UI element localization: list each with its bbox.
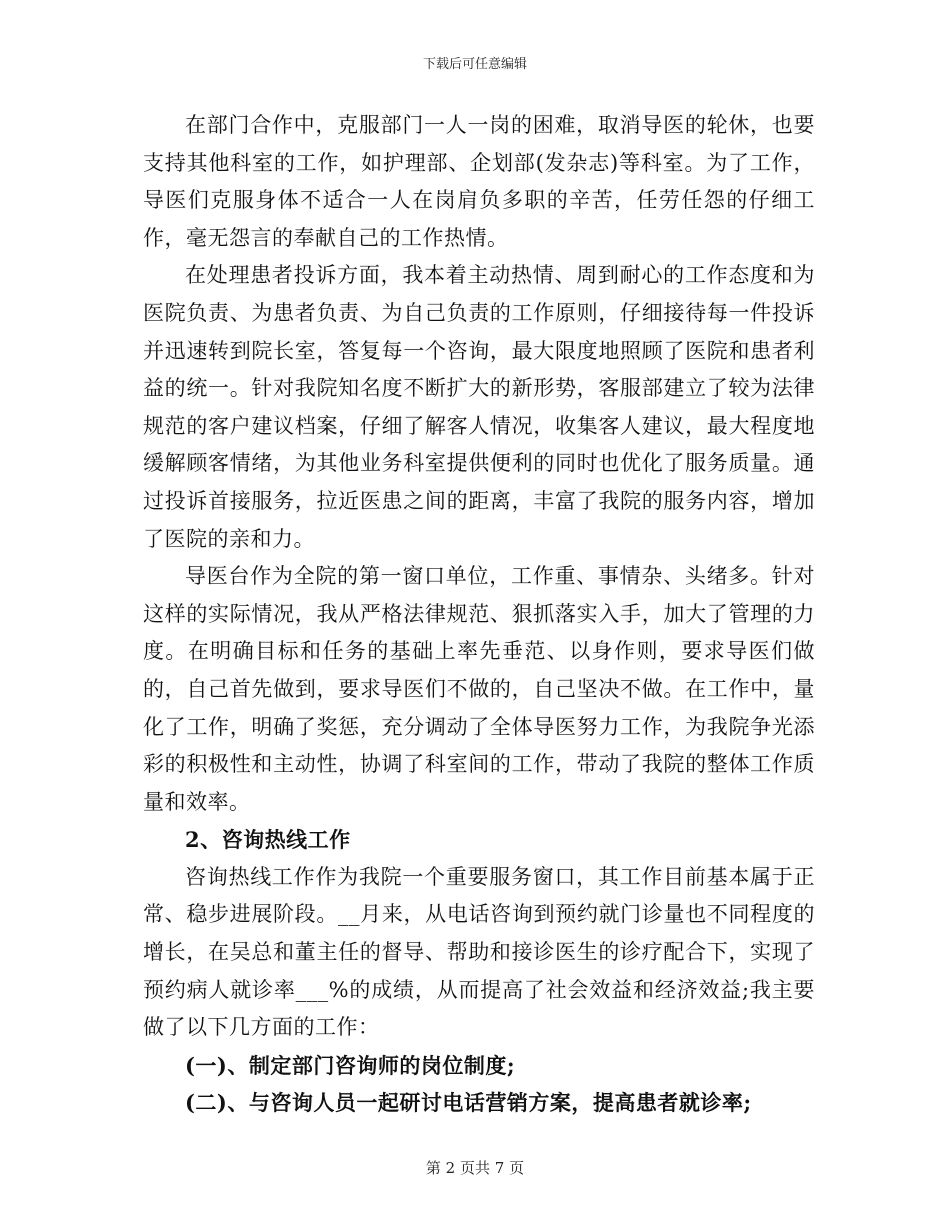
document-body [143,107,815,1122]
page-number-footer: 第 2 页共 7 页 [425,1159,525,1177]
sub-item-2: (二)、与咨询人员一起研讨电话营销方案，提高患者就诊率; [185,1090,752,1116]
section-heading-hotline: 2、咨询热线工作 [185,827,351,853]
page-header-note: 下载后可任意编辑 [422,57,527,72]
paragraph-complaint-handling: 在处理患者投诉方面，我本着主动热情、周到耐心的工作态度和为医院负责、为患者负责、为自己负责的工作原则，仔细接待每一件投诉并迅速转到院长室，答复每一个咨询，最大限度地照顾了医院和患者利益的统一。针对我院知名度不断扩大的新形势，客服部建立了较为法律规范的客户建议档案，仔细了解客人情况，收集客人建议，最大程度地缓解顾客情绪，为其他业务科室提供便利的同时也优化了服务质量。通过投诉首接服务，拉近医患之间的距离，丰富了我院的服务内容，增加了医院的亲和力。 [143,263,815,551]
paragraph-hotline-work: 咨询热线工作作为我院一个重要服务窗口，其工作目前基本属于正常、稳步进展阶段。__月来，从电话咨询到预约就门诊量也不同程度的增长，在吴总和董主任的督导、帮助和接诊医生的诊疗配合下，实现了预约病人就诊率___%的成绩，从而提高了社会效益和经济效益;我主要做了以下几方面的工作： [143,864,815,1040]
sub-item-1: (一)、制定部门咨询师的岗位制度; [185,1052,516,1078]
paragraph-department-cooperation: 在部门合作中，克服部门一人一岗的困难，取消导医的轮休，也要支持其他科室的工作，如护理部、企划部(发杂志)等科室。为了工作，导医们克服身体不适合一人在岗肩负多职的辛苦，任劳任怨的仔细工作，毫无怨言的奉献自己的工作热情。 [143,113,815,250]
paragraph-guide-desk: 导医台作为全院的第一窗口单位，工作重、事情杂、头绪多。针对这样的实际情况，我从严格法律规范、狠抓落实入手，加大了管理的力度。在明确目标和任务的基础上率先垂范、以身作则，要求导医们做的，自己首先做到，要求导医们不做的，自己坚决不做。在工作中，量化了工作，明确了奖惩，充分调动了全体导医努力工作，为我院争光添彩的积极性和主动性，协调了科室间的工作，带动了我院的整体工作质量和效率。 [143,564,815,814]
